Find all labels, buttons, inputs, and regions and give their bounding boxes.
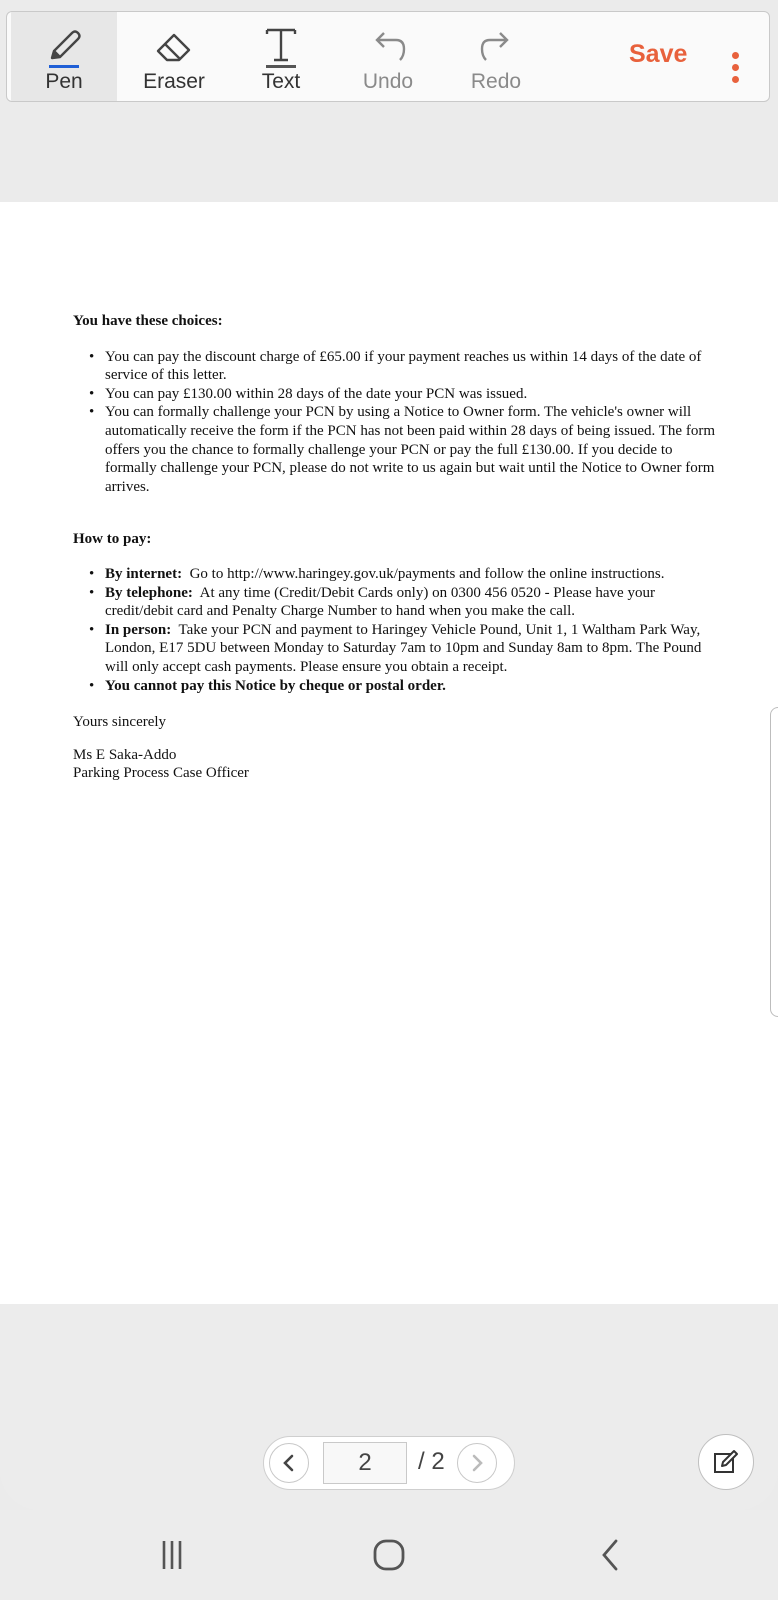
document-page bbox=[0, 202, 778, 1304]
chevron-left-icon bbox=[279, 1453, 299, 1473]
undo-icon bbox=[366, 24, 410, 68]
more-options-icon[interactable] bbox=[725, 52, 745, 88]
list-item: • You can formally challenge your PCN by using a Notice to Owner form. The vehicle's owner will automatically receive the form if the PCN has not been paid within 28 days of being issued. The form offers you the chance to formally challenge your PCN or pay the full £130.00. If you decide to formally challenge your PCN, please do not write to us again but wait until the Notice to Owner form arrives. bbox=[73, 403, 723, 496]
text-icon bbox=[259, 24, 303, 68]
back-icon[interactable] bbox=[580, 1530, 640, 1580]
method-name: In person: bbox=[105, 621, 172, 638]
closing: Yours sincerely bbox=[73, 714, 167, 731]
letter-body bbox=[73, 312, 723, 783]
list-item bbox=[73, 584, 723, 621]
eraser-icon bbox=[152, 24, 196, 68]
annotation-toolbar bbox=[6, 11, 770, 102]
list-item: • You can pay £130.00 within 28 days of the date your PCN was issued. bbox=[73, 385, 723, 404]
edit-document-icon bbox=[711, 1447, 741, 1477]
page-navigator bbox=[263, 1436, 515, 1490]
list-item bbox=[73, 565, 723, 584]
next-page-button[interactable] bbox=[457, 1443, 497, 1483]
undo-button[interactable] bbox=[335, 12, 441, 101]
recents-icon[interactable] bbox=[142, 1530, 202, 1580]
redo-label: Redo bbox=[470, 70, 522, 93]
text-label: Text bbox=[261, 70, 301, 93]
method-text: Go to http://www.haringey.gov.uk/payments and follow the online instructions. bbox=[189, 565, 665, 582]
how-to-pay-heading: How to pay: bbox=[73, 531, 152, 548]
signer-title: Parking Process Case Officer bbox=[73, 765, 249, 782]
method-name: You cannot pay this Notice by cheque or postal order. bbox=[105, 677, 446, 694]
method-name: By telephone: bbox=[105, 584, 193, 601]
method-text: Take your PCN and payment to Haringey Vehicle Pound, Unit 1, 1 Waltham Park Way, London, E17 5DU between Monday to Saturday 7am to 10pm and Sunday 8am to 8pm. The Pound will only accept cash payments. Please ensure you obtain a receipt. bbox=[105, 621, 702, 675]
page-total: / 2 bbox=[418, 1448, 445, 1475]
pen-label: Pen bbox=[45, 70, 83, 93]
undo-label: Undo bbox=[362, 70, 414, 93]
scroll-handle[interactable] bbox=[770, 707, 778, 1017]
bottom-panel bbox=[0, 1304, 778, 1510]
method-name: By internet: bbox=[105, 565, 183, 582]
previous-page-button[interactable] bbox=[269, 1443, 309, 1483]
chevron-right-icon bbox=[467, 1453, 487, 1473]
eraser-label: Eraser bbox=[143, 70, 205, 93]
choices-heading: You have these choices: bbox=[73, 313, 223, 329]
pen-icon bbox=[42, 24, 86, 68]
redo-icon bbox=[474, 24, 518, 68]
eraser-tool-button[interactable] bbox=[121, 12, 227, 101]
page-number-input[interactable]: 2 bbox=[323, 1442, 407, 1484]
list-item: • You can pay the discount charge of £65.00 if your payment reaches us within 14 days of the date of service of this letter. bbox=[73, 348, 723, 385]
list-item bbox=[73, 621, 723, 677]
system-navigation-bar bbox=[0, 1510, 778, 1600]
payment-methods-list bbox=[73, 565, 723, 695]
method-text: At any time (Credit/Debit Cards only) on 0300 456 0520 - Please have your credit/debit card and Penalty Charge Number to hand when you make the call. bbox=[105, 584, 655, 620]
edit-pdf-button[interactable] bbox=[698, 1434, 754, 1490]
text-tool-button[interactable] bbox=[228, 12, 334, 101]
signer-name: Ms E Saka-Addo bbox=[73, 746, 177, 763]
home-icon[interactable] bbox=[359, 1530, 419, 1580]
save-button[interactable]: Save bbox=[629, 40, 688, 68]
list-item bbox=[73, 677, 723, 696]
redo-button[interactable] bbox=[443, 12, 549, 101]
choices-list bbox=[73, 348, 723, 497]
pen-tool-button[interactable] bbox=[11, 12, 117, 101]
